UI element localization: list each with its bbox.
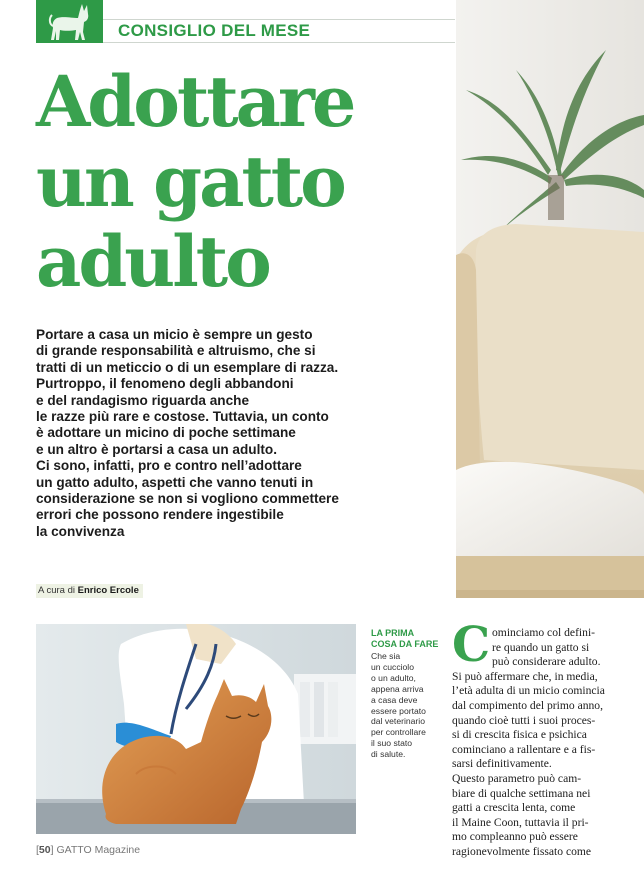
title-line: adulto [36,220,269,303]
magazine-name: GATTO [56,844,92,856]
byline-author: Enrico Ercole [77,585,139,596]
caption-line: per controllare [371,727,426,738]
body-line: biare di qualche settimana nei [452,786,591,800]
lead-line: e del randagismo riguarda anche [36,392,250,408]
magazine-suffix: Magazine [94,844,141,856]
lead-line: di grande responsabilità e altruismo, che si [36,343,316,359]
lead-line: è adottare un micino di poche settimane [36,425,296,441]
lead-line: Ci sono, infatti, pro e contro nell’adottare [36,458,302,474]
page-number: 50 [38,844,51,856]
body-line: sarsi definitivamente. [452,757,552,771]
caption-line: appena arriva [371,683,424,694]
cat-silhouette-icon [48,2,92,42]
body-line: cominciano a rallentare e a fis- [452,742,596,756]
body-line: quando cioè tutti i suoi proces- [452,713,596,727]
body-line: Si può affermare che, in media, [452,669,598,683]
caption-heading [371,628,438,650]
caption-line: Che sia [371,651,401,661]
caption-line: un cucciolo [371,661,414,672]
body-line: ominciamo col defini- [492,626,596,639]
title-line: Adottare [36,60,354,143]
body-line: ragionevolmente fissato come [452,844,592,858]
cat-vet-photo [36,624,356,834]
caption-line: di salute. [371,749,406,760]
body-line: re quando un gatto si [492,640,590,654]
footer-bracket-open: [ [36,844,39,856]
section-icon-box [36,0,103,43]
lead-line: un gatto adulto, aspetti che vanno tenuti in [36,474,314,490]
body-line: il Maine Coon, tuttavia il pri- [452,815,589,829]
caption-heading-line: LA PRIMA [371,628,415,638]
drop-cap: C [452,617,491,673]
caption-line: essere portato [371,705,426,716]
byline-prefix: A cura di [38,585,75,596]
body-line: mo compleanno può essere [452,830,578,844]
lead-line: considerazione se non si vogliono commettere [36,491,339,507]
sofa-photo [456,0,644,598]
footer-bracket-close: ] [50,844,54,856]
lead-paragraph [36,327,456,540]
body-line: Questo parametro può cam- [452,771,582,785]
body-line: gatti a crescita lenta, come [452,801,576,815]
body-line: dal compimento del primo anno, [452,698,604,712]
header-rule-bottom [103,42,455,43]
byline [36,584,143,598]
caption-line: o un adulto, [371,672,416,683]
caption-text [371,651,426,760]
lead-line: errori che possono rendere ingestibile [36,507,284,523]
page-footer [36,844,140,857]
body-line: può considerare adulto. [492,655,601,669]
caption-line: a casa deve [371,694,418,705]
lead-line: le razze più rare e costose. Tuttavia, un conto [36,409,329,425]
lead-line: tratti di un meticcio o di un esemplare di razza. [36,359,339,375]
section-label: CONSIGLIO DEL MESE [118,21,311,40]
lead-line: Purtroppo, il fenomeno degli abbandoni [36,376,294,392]
header-rule-top [103,19,455,20]
lead-line: Portare a casa un micio è sempre un gesto [36,327,313,342]
body-line: si di crescita fisica e psichica [452,728,587,742]
body-line: l’età adulta di un micio comincia [452,684,605,698]
title-line: un gatto [36,140,344,223]
caption-heading-line: COSA DA FARE [371,639,439,649]
article-title [36,62,451,302]
body-text [452,626,610,860]
lead-line: la convivenza [36,523,125,539]
lead-line: e un altro è portarsi a casa un adulto. [36,441,277,457]
caption-line: il suo stato [371,738,413,749]
caption-line: dal veterinario [371,716,425,727]
